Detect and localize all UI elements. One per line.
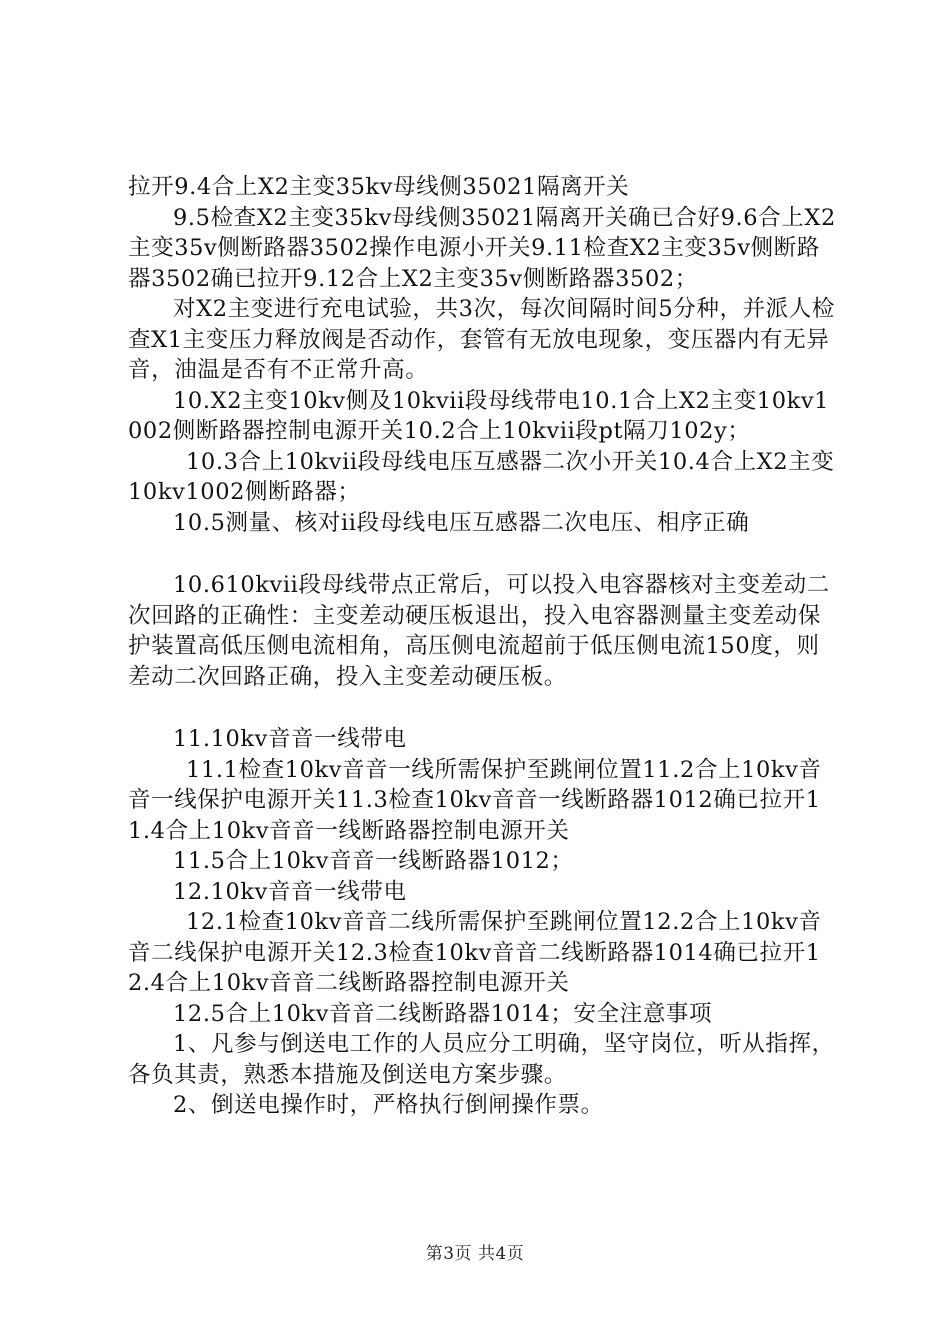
paragraph-2: 9.5检查X2主变35kv母线侧35021隔离开关确已合好9.6合上X2主变35v侧断路器3502操作电源小开关9.11检查X2主变35v侧断路器3502确已拉开9.12合上X2主变35v侧断路器3502； [128,204,836,292]
paragraph-10: 11.5合上10kv音音一线断路器1012； [173,848,574,874]
paragraph-5: 10.3合上10kvii段母线电压互感器二次小开关10.4合上X2主变10kv1002侧断路器； [128,448,835,505]
paragraph-15: 2、倒送电操作时，严格执行倒闸操作票。 [173,1092,604,1118]
document-body [128,172,838,1121]
paragraph-4: 10.X2主变10kv侧及10kvii段母线带电10.1合上X2主变10kv1002侧断路器控制电源开关10.2合上10kvii段pt隔刀102y； [128,387,830,444]
paragraph-7: 10.610kvii段母线带点正常后，可以投入电容器核对主变差动二次回路的正确性：主变差动硬压板退出，投入电容器测量主变差动保护装置高低压侧电流相角，高压侧电流超前于低压侧电流150度，则差动二次回路正确，投入主变差动硬压板。 [128,572,830,690]
page-number-footer: 第3页 共4页 [425,1244,525,1264]
paragraph-9: 11.1检查10kv音音一线所需保护至跳闸位置11.2合上10kv音音一线保护电源开关11.3检查10kv音音一线断路器1012确已拉开11.4合上10kv音音一线断路器控制电源开关 [128,756,822,844]
paragraph-8: 11.10kv音音一线带电 [173,726,407,752]
paragraph-11: 12.10kv音音一线带电 [173,878,407,905]
paragraph-13: 12.5合上10kv音音二线断路器1014；安全注意事项 [173,1000,713,1027]
paragraph-6: 10.5测量、核对ii段母线电压互感器二次电压、相序正确 [173,509,750,536]
paragraph-12: 12.1检查10kv音音二线所需保护至跳闸位置12.2合上10kv音音二线保护电源开关12.3检查10kv音音二线断路器1014确已拉开12.4合上10kv音音二线断路器控制电源开关 [128,909,822,996]
paragraph-14: 1、凡参与倒送电工作的人员应分工明确，坚守岗位，听从指挥，各负其责，熟悉本措施及倒送电方案步骤。 [128,1031,835,1088]
paragraph-3: 对X2主变进行充电试验，共3次，每次间隔时间5分种，并派人检查X1主变压力释放阀是否动作，套管有无放电现象，变压器内有无异音，油温是否有不正常升高。 [128,296,835,383]
paragraph-1: 拉开9.4合上X2主变35kv母线侧35021隔离开关 [128,174,630,200]
